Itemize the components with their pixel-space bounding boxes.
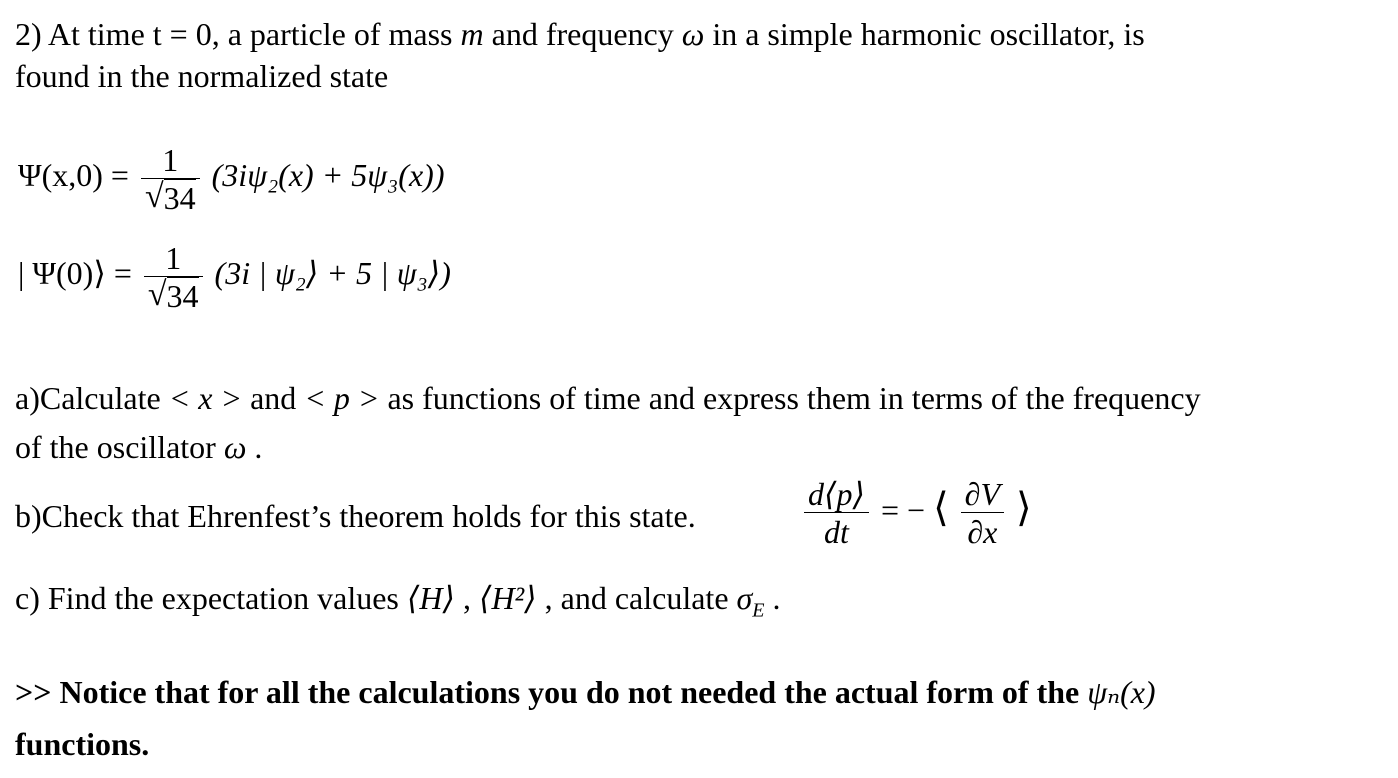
eq2-denominator <box>144 277 203 313</box>
part-c-text: c) Find the expectation values <box>15 580 407 616</box>
eq1-numerator: 1 <box>162 142 179 178</box>
problem-text-end: in a simple harmonic oscillator, is <box>704 16 1145 52</box>
part-c-line <box>15 578 781 630</box>
eq1-fraction <box>141 142 200 215</box>
left-angle-icon: ⟨ <box>933 484 949 530</box>
eq2-rhs: (3i | ψ₂⟩ + 5 | ψ₃⟩) <box>214 254 451 291</box>
eq2-fraction <box>144 240 203 313</box>
expect-h2: ⟨H²⟩ <box>478 580 537 616</box>
problem-line-2 <box>15 56 388 96</box>
right-angle-icon: ⟩ <box>1016 484 1032 530</box>
part-a-line-1 <box>15 378 1201 418</box>
part-b-text-line <box>15 496 696 536</box>
notice-text-2: functions. <box>15 726 150 762</box>
expect-h: ⟨H⟩ <box>406 580 455 616</box>
part-a-line-2 <box>15 427 262 467</box>
sqrt-icon: √ <box>144 178 164 215</box>
part-a-text-2: as functions of time and express them in terms of the frequency <box>379 380 1201 416</box>
ehrenfest-equation <box>800 476 1032 551</box>
wavefunction-equation <box>18 142 444 215</box>
sqrt-icon: √ <box>147 276 167 313</box>
part-a-line2-text: of the oscillator <box>15 429 224 465</box>
period: . <box>246 429 263 465</box>
equals-minus: = − <box>880 491 934 528</box>
dp-dt-fraction <box>804 476 869 551</box>
period: . <box>764 580 781 616</box>
notice-line-2 <box>15 724 149 764</box>
eq2-radicand: 34 <box>166 278 199 314</box>
part-b-text: b)Check that Ehrenfest’s theorem holds for this state. <box>15 498 696 534</box>
problem-text-mid: and frequency <box>483 16 682 52</box>
sigma-subscript: E <box>752 599 765 622</box>
part-a-text: a)Calculate <box>15 380 169 416</box>
comma: , <box>454 580 479 616</box>
eq2-lhs: | Ψ(0)⟩ = <box>18 254 140 291</box>
dx-denominator: ∂x <box>967 514 998 550</box>
dp-numerator: d⟨p⟩ <box>808 476 865 512</box>
problem-text: 2) At time t = 0, a particle of mass <box>15 16 461 52</box>
dv-dx-fraction <box>961 476 1004 551</box>
part-a-and: and <box>242 380 305 416</box>
omega-symbol: ω <box>223 429 247 465</box>
part-c-text-2: , and calculate <box>536 580 737 616</box>
eq1-denominator <box>141 179 200 215</box>
eq1-rhs: (3iψ₂(x) + 5ψ₃(x)) <box>211 156 445 193</box>
dt-denominator: dt <box>824 514 849 550</box>
ket-equation <box>18 240 451 313</box>
eq2-numerator: 1 <box>165 240 182 276</box>
problem-line-1 <box>15 14 1145 54</box>
mass-symbol: m <box>460 16 484 52</box>
psi-n-symbol: ψₙ(x) <box>1087 674 1156 710</box>
omega-symbol: ω <box>681 16 705 52</box>
sigma-symbol: σ <box>736 580 753 616</box>
notice-line-1 <box>15 672 1156 712</box>
problem-text-2: found in the normalized state <box>15 58 389 94</box>
expect-x: < x > <box>168 380 243 416</box>
eq1-radicand: 34 <box>163 180 196 216</box>
eq1-lhs: Ψ(x,0) = <box>18 156 137 193</box>
notice-text: >> Notice that for all the calculations you do not needed the actual form of the <box>15 674 1088 710</box>
expect-p: < p > <box>304 380 380 416</box>
dv-numerator: ∂V <box>964 476 1001 512</box>
